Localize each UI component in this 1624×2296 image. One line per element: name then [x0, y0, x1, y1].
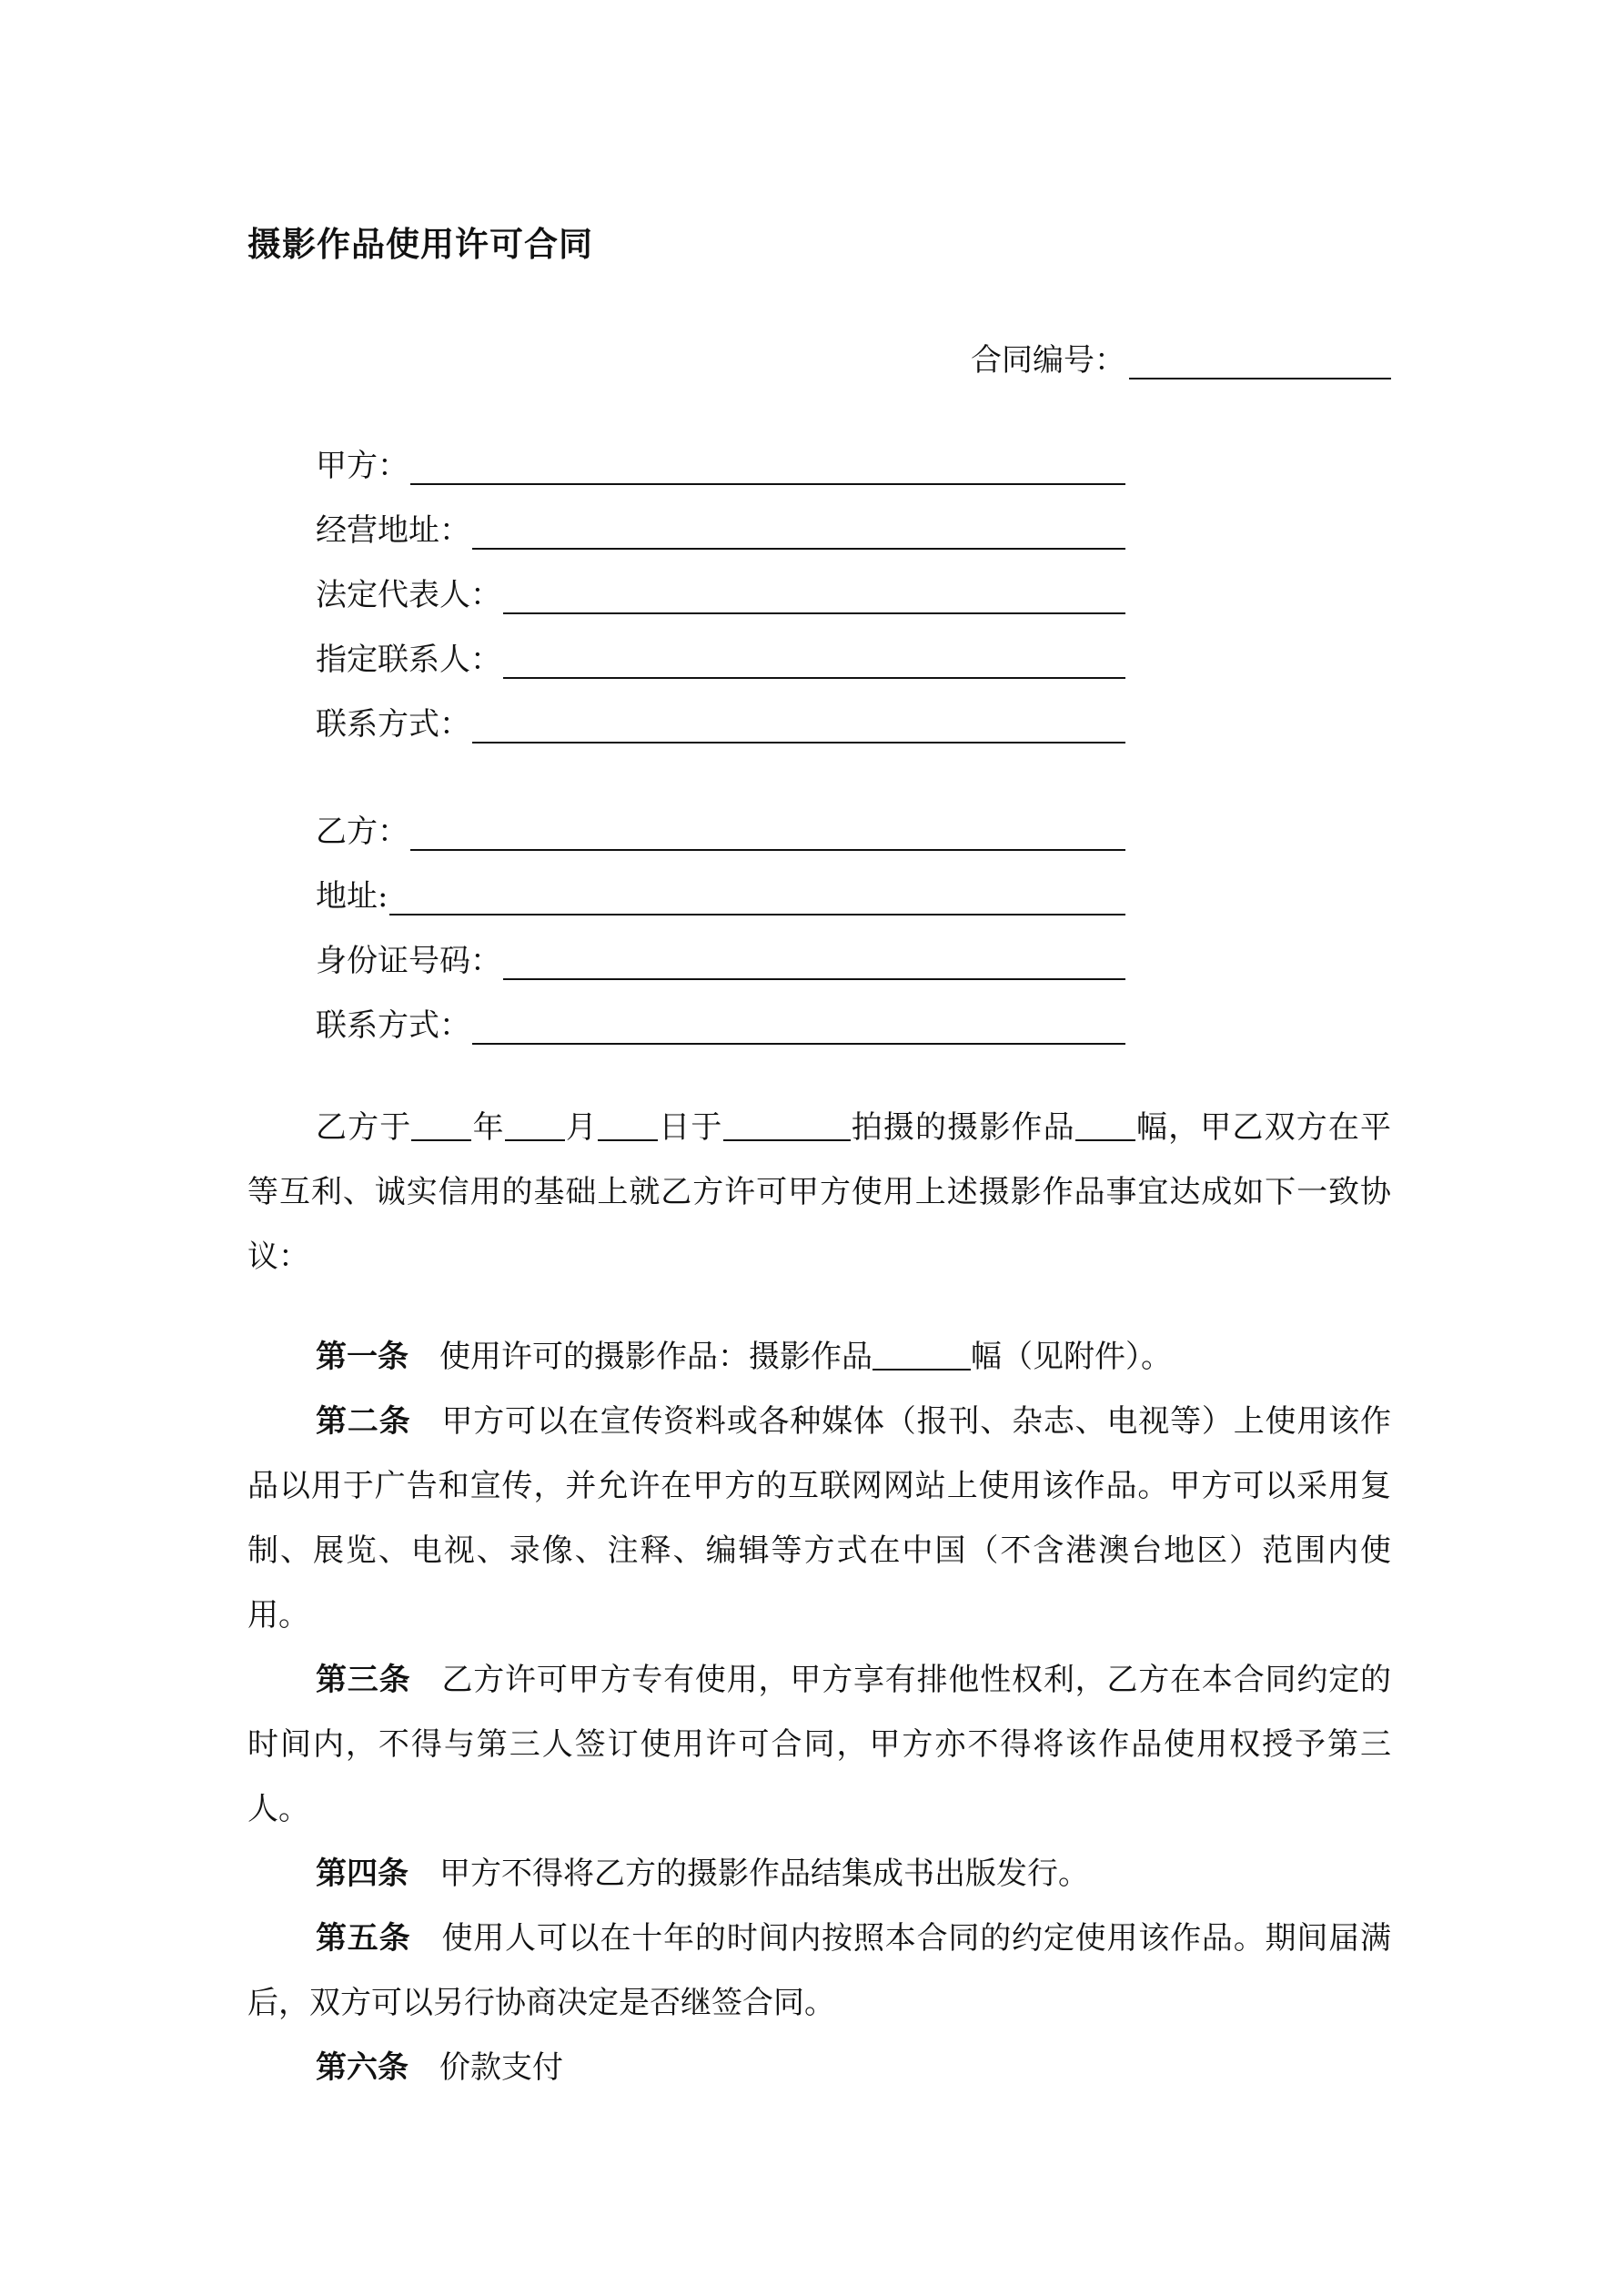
party-a-contact-field — [316, 699, 1125, 743]
intro-text-5: 拍摄的摄影作品 — [850, 1109, 1075, 1146]
contract-number-blank — [1129, 347, 1391, 379]
article-6 — [247, 2036, 1391, 2100]
party-a-contact-person-label: 指定联系人： — [316, 642, 501, 678]
article-4 — [247, 1842, 1391, 1907]
article-text: 甲方不得将乙方的摄影作品结集成书出版发行。 — [439, 1856, 1089, 1892]
party-a-legal-rep-label: 法定代表人： — [316, 577, 501, 613]
article-3 — [247, 1648, 1391, 1842]
photo-count-blank — [873, 1341, 971, 1371]
party-a-contact-label: 联系方式： — [316, 706, 470, 743]
intro-text-6: 幅，甲乙双方在平等互利、诚实信用的基础上就乙方许可甲方使用上述摄影作品事宜达成如下一致协议： — [247, 1109, 1392, 1275]
document-title: 摄影作品使用许可合同 — [247, 224, 593, 264]
article-text: 使用人可以在十年的时间内按照本合同的约定使用该作品。期间届满后，双方可以另行协商决定是否继签合同。 — [247, 1920, 1391, 2021]
article-5 — [247, 1907, 1391, 2036]
article-title: 第四条 — [316, 1856, 409, 1892]
intro-text-2: 年 — [471, 1109, 505, 1146]
party-b-address-blank — [389, 881, 1125, 915]
month-blank — [505, 1112, 565, 1141]
intro-text-1: 乙方于 — [316, 1109, 412, 1146]
party-b-contact-blank — [472, 1010, 1125, 1045]
party-b-id-blank — [503, 946, 1125, 980]
party-b-address-field — [316, 871, 1125, 915]
articles — [247, 1325, 1391, 2100]
article-title: 第五条 — [316, 1920, 411, 1957]
article-title: 第一条 — [316, 1339, 409, 1375]
article-text: 甲方可以在宣传资料或各种媒体（报刊、杂志、电视等）上使用该作品以用于广告和宣传，并允许在甲方的互联网网站上使用该作品。甲方可以采用复制、展览、电视、录像、注释、编辑等方式在中国（不含港澳台地区）范围内使用。 — [247, 1403, 1391, 1633]
party-b-contact-label: 联系方式： — [316, 1007, 470, 1044]
article-title: 第二条 — [316, 1403, 411, 1440]
article-text: 乙方许可甲方专有使用，甲方享有排他性权利，乙方在本合同约定的时间内，不得与第三人签订使用许可合同，甲方亦不得将该作品使用权授予第三人。 — [247, 1662, 1391, 1827]
party-a-name-field — [316, 440, 1125, 485]
article-text: 使用许可的摄影作品：摄影作品 — [439, 1339, 873, 1375]
party-a-legal-rep-blank — [503, 580, 1125, 614]
contract-number — [971, 335, 1391, 379]
party-b-id-label: 身份证号码： — [316, 943, 501, 979]
intro-paragraph — [247, 1096, 1391, 1290]
party-a-contact-person-field — [316, 634, 1125, 679]
party-b-name-label: 乙方： — [316, 814, 409, 850]
year-blank — [411, 1112, 471, 1141]
party-a-address-blank — [472, 515, 1125, 550]
location-blank — [723, 1112, 851, 1141]
article-2 — [247, 1390, 1391, 1648]
party-a-contact-person-blank — [503, 644, 1125, 679]
count-blank — [1075, 1112, 1135, 1141]
day-blank — [598, 1112, 658, 1141]
article-1 — [247, 1325, 1391, 1390]
party-a-contact-blank — [472, 709, 1125, 743]
party-b-contact-field — [316, 1000, 1125, 1045]
party-a-name-label: 甲方： — [316, 448, 409, 484]
party-b-name-blank — [410, 816, 1125, 851]
article-title: 第六条 — [316, 2049, 409, 2086]
intro-text-3: 月 — [564, 1109, 599, 1146]
party-a-legal-rep-field — [316, 570, 1125, 614]
article-text: 价款支付 — [439, 2049, 563, 2086]
article-text: 幅（见附件）。 — [971, 1339, 1172, 1375]
party-a-address-label: 经营地址： — [316, 512, 470, 549]
party-b-id-field — [316, 936, 1125, 980]
party-b-name-field — [316, 806, 1125, 851]
party-a-address-field — [316, 505, 1125, 550]
intro-text-4: 日于 — [658, 1109, 723, 1146]
article-title: 第三条 — [316, 1662, 411, 1698]
party-b-address-label: 地址: — [316, 878, 388, 915]
party-a-name-blank — [410, 450, 1125, 485]
contract-number-label: 合同编号： — [971, 342, 1125, 379]
